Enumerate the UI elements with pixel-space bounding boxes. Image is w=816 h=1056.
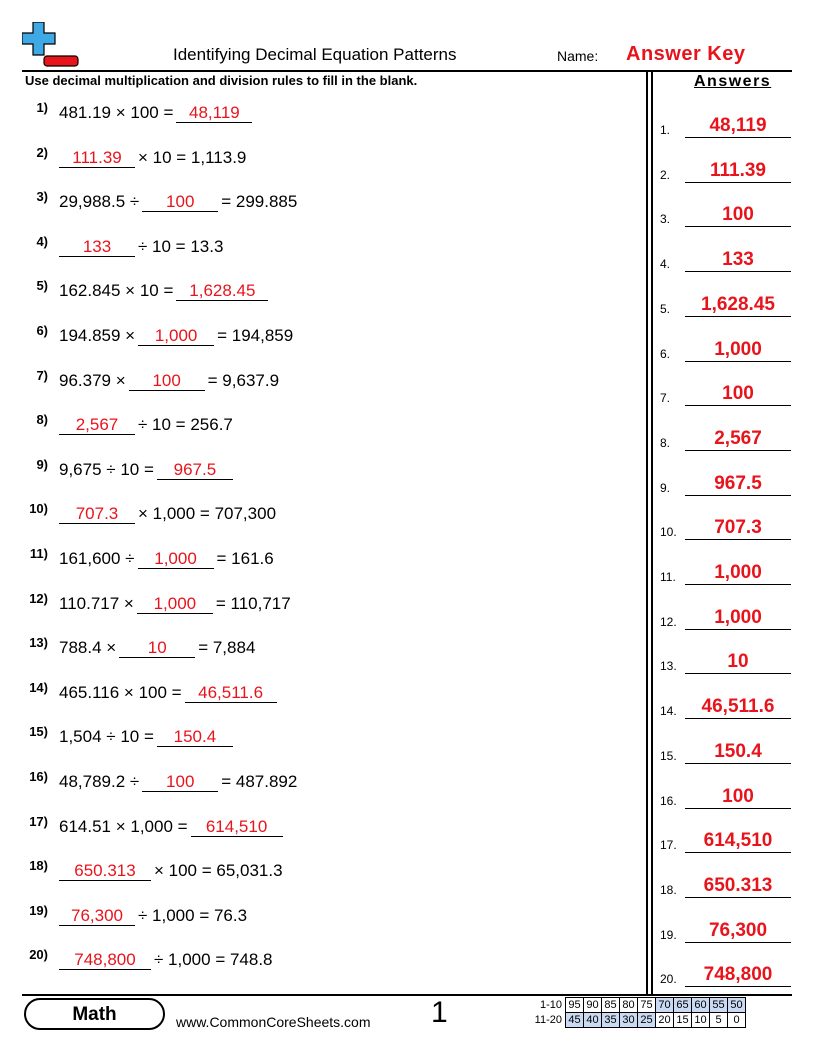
score-cell: 15 bbox=[674, 1013, 692, 1028]
answer-value: 748,800 bbox=[685, 964, 791, 987]
problem-equation bbox=[59, 460, 236, 480]
score-cell: 35 bbox=[602, 1013, 620, 1028]
score-cell: 75 bbox=[638, 998, 656, 1013]
problem-row bbox=[0, 635, 640, 665]
problem-row bbox=[0, 189, 640, 219]
answer-row bbox=[659, 825, 794, 855]
problem-equation bbox=[59, 727, 236, 747]
equation-right-text: × 1,000 = 707,300 bbox=[138, 504, 277, 524]
answer-blank[interactable]: 150.4 bbox=[157, 727, 233, 747]
score-row-label: 1-10 bbox=[539, 999, 562, 1011]
score-row-label: 11-20 bbox=[534, 1014, 562, 1026]
problem-equation bbox=[59, 371, 279, 391]
answer-value: 707.3 bbox=[685, 517, 791, 540]
problem-row bbox=[0, 814, 640, 844]
problem-equation bbox=[59, 817, 286, 837]
problem-equation bbox=[59, 861, 283, 881]
equation-right-text: = 487.892 bbox=[221, 772, 298, 791]
subject-badge: Math bbox=[24, 998, 165, 1030]
answer-row bbox=[659, 289, 794, 319]
answer-value: 100 bbox=[685, 786, 791, 809]
problem-number: 16) bbox=[29, 769, 48, 784]
score-cell: 60 bbox=[692, 998, 710, 1013]
problem-number: 8) bbox=[36, 412, 48, 428]
score-cell: 70 bbox=[656, 998, 674, 1013]
score-cell: 30 bbox=[620, 1013, 638, 1028]
problem-row bbox=[0, 368, 640, 398]
problem-row bbox=[0, 903, 640, 933]
equation-left-text: 194.859 × bbox=[59, 326, 136, 345]
problem-equation bbox=[59, 192, 297, 212]
problem-equation bbox=[59, 237, 223, 257]
answer-blank[interactable]: 10 bbox=[119, 638, 195, 658]
answer-number: 5. bbox=[660, 301, 671, 316]
answer-value: 150.4 bbox=[685, 741, 791, 764]
answer-blank[interactable]: 100 bbox=[142, 772, 218, 792]
score-cell: 25 bbox=[638, 1013, 656, 1028]
answer-blank[interactable]: 111.39 bbox=[59, 148, 135, 168]
problem-equation bbox=[59, 549, 274, 569]
answer-blank[interactable]: 614,510 bbox=[191, 817, 283, 837]
equation-right-text: = 299.885 bbox=[221, 192, 298, 212]
score-cell: 5 bbox=[710, 1013, 728, 1028]
answer-row bbox=[659, 691, 794, 721]
problem-equation bbox=[59, 772, 297, 792]
score-cell: 50 bbox=[728, 998, 746, 1013]
answer-number: 7. bbox=[660, 391, 671, 406]
answer-row bbox=[659, 557, 794, 587]
answer-number: 19. bbox=[660, 927, 677, 942]
equation-left-text: 465.116 × 100 = bbox=[59, 682, 182, 702]
problem-row bbox=[0, 457, 640, 487]
answer-blank[interactable]: 748,800 bbox=[59, 950, 151, 970]
answer-blank[interactable]: 46,511.6 bbox=[185, 683, 277, 703]
problem-number: 1) bbox=[36, 100, 48, 115]
problem-equation bbox=[59, 326, 293, 346]
answer-row bbox=[659, 155, 794, 185]
problem-row bbox=[0, 323, 640, 353]
equation-right-text: = 161.6 bbox=[216, 549, 274, 568]
footer-divider bbox=[22, 994, 792, 996]
problem-row bbox=[0, 546, 640, 576]
equation-left-text: 110.717 × bbox=[59, 593, 134, 613]
equation-right-text: ÷ 1,000 = 76.3 bbox=[138, 905, 248, 925]
problem-number: 13) bbox=[29, 635, 48, 651]
answer-number: 17. bbox=[660, 838, 677, 853]
answer-number: 6. bbox=[660, 346, 671, 361]
answer-row bbox=[659, 512, 794, 542]
answer-blank[interactable]: 1,628.45 bbox=[176, 281, 268, 301]
answer-value: 1,000 bbox=[685, 607, 791, 630]
answer-number: 14. bbox=[660, 704, 677, 719]
equation-left-text: 161,600 ÷ bbox=[59, 549, 135, 568]
answer-number: 12. bbox=[660, 614, 677, 629]
problem-equation bbox=[59, 594, 291, 614]
equation-right-text: = 7,884 bbox=[198, 638, 256, 658]
answer-row bbox=[659, 915, 794, 945]
answer-value: 133 bbox=[685, 249, 791, 272]
problem-number: 11) bbox=[29, 546, 48, 561]
name-label: Name: bbox=[557, 48, 599, 64]
answer-value: 100 bbox=[685, 204, 791, 227]
problem-row bbox=[0, 680, 640, 710]
answer-blank[interactable]: 100 bbox=[129, 371, 205, 391]
answer-blank[interactable]: 1,000 bbox=[138, 549, 214, 569]
problem-number: 18) bbox=[29, 858, 48, 874]
equation-left-text: 1,504 ÷ 10 = bbox=[59, 727, 154, 747]
website-link[interactable]: www.CommonCoreSheets.com bbox=[176, 1014, 371, 1030]
answer-row bbox=[659, 423, 794, 453]
problem-row bbox=[0, 145, 640, 175]
answer-value: 10 bbox=[685, 651, 791, 674]
answer-number: 2. bbox=[660, 167, 671, 182]
score-cell: 45 bbox=[566, 1013, 584, 1028]
problem-row bbox=[0, 100, 640, 130]
answer-number: 15. bbox=[660, 748, 677, 763]
problem-row bbox=[0, 858, 640, 888]
answer-blank[interactable]: 76,300 bbox=[59, 906, 135, 926]
equation-right-text: × 100 = 65,031.3 bbox=[154, 861, 283, 881]
answer-number: 3. bbox=[660, 212, 671, 227]
problem-row bbox=[0, 234, 640, 264]
problem-equation bbox=[59, 683, 280, 703]
answer-blank[interactable]: 1,000 bbox=[137, 594, 213, 614]
problem-equation bbox=[59, 148, 246, 168]
score-cell: 65 bbox=[674, 998, 692, 1013]
answer-value: 1,000 bbox=[685, 339, 791, 362]
worksheet-title: Identifying Decimal Equation Patterns bbox=[173, 45, 457, 64]
problem-number: 15) bbox=[29, 724, 48, 740]
problem-equation bbox=[59, 638, 255, 658]
problem-number: 20) bbox=[29, 947, 48, 963]
answer-number: 8. bbox=[660, 435, 671, 450]
answer-value: 2,567 bbox=[685, 428, 791, 451]
problem-equation bbox=[59, 504, 276, 524]
answer-blank[interactable]: 1,000 bbox=[138, 326, 214, 346]
score-cell: 10 bbox=[692, 1013, 710, 1028]
answer-value: 48,119 bbox=[685, 115, 791, 138]
equation-right-text: = 9,637.9 bbox=[207, 370, 280, 390]
answer-number: 16. bbox=[660, 793, 677, 808]
answer-value: 650.313 bbox=[685, 875, 791, 898]
equation-left-text: 788.4 × bbox=[59, 638, 117, 658]
answer-value: 111.39 bbox=[685, 160, 791, 183]
equation-right-text: × 10 = 1,113.9 bbox=[138, 147, 247, 167]
answer-value: 614,510 bbox=[685, 830, 791, 853]
answer-value: 46,511.6 bbox=[685, 696, 791, 719]
equation-left-text: 96.379 × bbox=[59, 370, 126, 390]
answer-blank[interactable]: 2,567 bbox=[59, 415, 135, 435]
column-divider-left bbox=[646, 70, 648, 994]
score-row bbox=[528, 998, 746, 1013]
problem-row bbox=[0, 769, 640, 799]
problem-number: 3) bbox=[36, 189, 48, 205]
score-cell: 0 bbox=[728, 1013, 746, 1028]
header-divider bbox=[22, 70, 792, 72]
answer-value: 76,300 bbox=[685, 920, 791, 943]
problem-number: 6) bbox=[36, 323, 48, 338]
answer-number: 11. bbox=[660, 570, 676, 584]
problem-number: 4) bbox=[36, 233, 48, 249]
answer-row bbox=[659, 378, 794, 408]
equation-right-text: = 194,859 bbox=[217, 326, 294, 345]
answer-row bbox=[659, 244, 794, 274]
answer-blank[interactable]: 100 bbox=[142, 192, 218, 212]
answer-row bbox=[659, 110, 794, 140]
problem-number: 12) bbox=[29, 590, 48, 606]
problem-row bbox=[0, 724, 640, 754]
problem-row bbox=[0, 412, 640, 442]
answer-value: 1,628.45 bbox=[685, 294, 791, 317]
answer-row bbox=[659, 468, 794, 498]
equation-right-text: ÷ 10 = 256.7 bbox=[138, 415, 233, 435]
equation-right-text: ÷ 1,000 = 748.8 bbox=[154, 950, 273, 970]
score-table bbox=[528, 997, 746, 1028]
score-cell: 85 bbox=[602, 998, 620, 1013]
equation-right-text: = 110,717 bbox=[215, 593, 291, 613]
answer-number: 10. bbox=[660, 525, 677, 540]
answer-row bbox=[659, 736, 794, 766]
problem-equation bbox=[59, 906, 247, 926]
answer-key-name: Answer Key bbox=[626, 43, 746, 65]
answer-number: 9. bbox=[660, 480, 671, 495]
score-row bbox=[528, 1013, 746, 1028]
column-divider-right bbox=[651, 70, 653, 994]
equation-left-text: 29,988.5 ÷ bbox=[59, 192, 140, 212]
score-cell: 80 bbox=[620, 998, 638, 1013]
problem-row bbox=[0, 591, 640, 621]
answer-row bbox=[659, 781, 794, 811]
answer-blank[interactable]: 707.3 bbox=[59, 504, 135, 524]
answer-row bbox=[659, 870, 794, 900]
answer-row bbox=[659, 602, 794, 632]
score-cell: 55 bbox=[710, 998, 728, 1013]
problem-number: 5) bbox=[36, 278, 48, 294]
answer-blank[interactable]: 133 bbox=[59, 237, 135, 257]
score-cell: 40 bbox=[584, 1013, 602, 1028]
answer-number: 4. bbox=[660, 257, 671, 272]
instructions: Use decimal multiplication and division rules to fill in the blank. bbox=[25, 73, 418, 88]
problem-equation bbox=[59, 103, 255, 123]
problem-equation bbox=[59, 415, 233, 435]
equation-right-text: ÷ 10 = 13.3 bbox=[138, 236, 224, 256]
equation-left-text: 481.19 × 100 = bbox=[59, 103, 174, 122]
problem-equation bbox=[59, 281, 271, 301]
problem-number: 17) bbox=[29, 813, 48, 829]
answer-blank[interactable]: 48,119 bbox=[176, 103, 252, 123]
problem-number: 2) bbox=[36, 144, 48, 160]
answer-number: 20. bbox=[660, 972, 677, 987]
problem-number: 10) bbox=[29, 501, 48, 517]
score-cell: 95 bbox=[566, 998, 584, 1013]
page-number: 1 bbox=[431, 996, 448, 1029]
answer-value: 1,000 bbox=[685, 562, 791, 585]
answer-value: 100 bbox=[685, 383, 791, 406]
answers-heading: Answers bbox=[694, 73, 772, 90]
answer-number: 1. bbox=[660, 123, 671, 137]
equation-left-text: 48,789.2 ÷ bbox=[59, 772, 140, 791]
answer-row bbox=[659, 959, 794, 989]
problem-number: 14) bbox=[29, 679, 48, 695]
answer-number: 18. bbox=[660, 882, 677, 897]
problem-number: 7) bbox=[36, 367, 48, 383]
answer-row bbox=[659, 646, 794, 676]
problem-number: 19) bbox=[29, 902, 48, 918]
problem-row bbox=[0, 278, 640, 308]
problem-number: 9) bbox=[36, 456, 48, 472]
answer-value: 967.5 bbox=[685, 473, 791, 496]
answer-row bbox=[659, 199, 794, 229]
equation-left-text: 9,675 ÷ 10 = bbox=[59, 459, 154, 479]
problem-row bbox=[0, 947, 640, 977]
problem-equation bbox=[59, 950, 273, 970]
answer-blank[interactable]: 650.313 bbox=[59, 861, 151, 881]
equation-left-text: 614.51 × 1,000 = bbox=[59, 816, 188, 836]
answer-blank[interactable]: 967.5 bbox=[157, 460, 233, 480]
plus-minus-logo-icon bbox=[22, 22, 82, 68]
answer-row bbox=[659, 334, 794, 364]
answer-number: 13. bbox=[660, 659, 677, 674]
score-cell: 90 bbox=[584, 998, 602, 1013]
equation-left-text: 162.845 × 10 = bbox=[59, 281, 174, 301]
problem-row bbox=[0, 501, 640, 531]
score-cell: 20 bbox=[656, 1013, 674, 1028]
